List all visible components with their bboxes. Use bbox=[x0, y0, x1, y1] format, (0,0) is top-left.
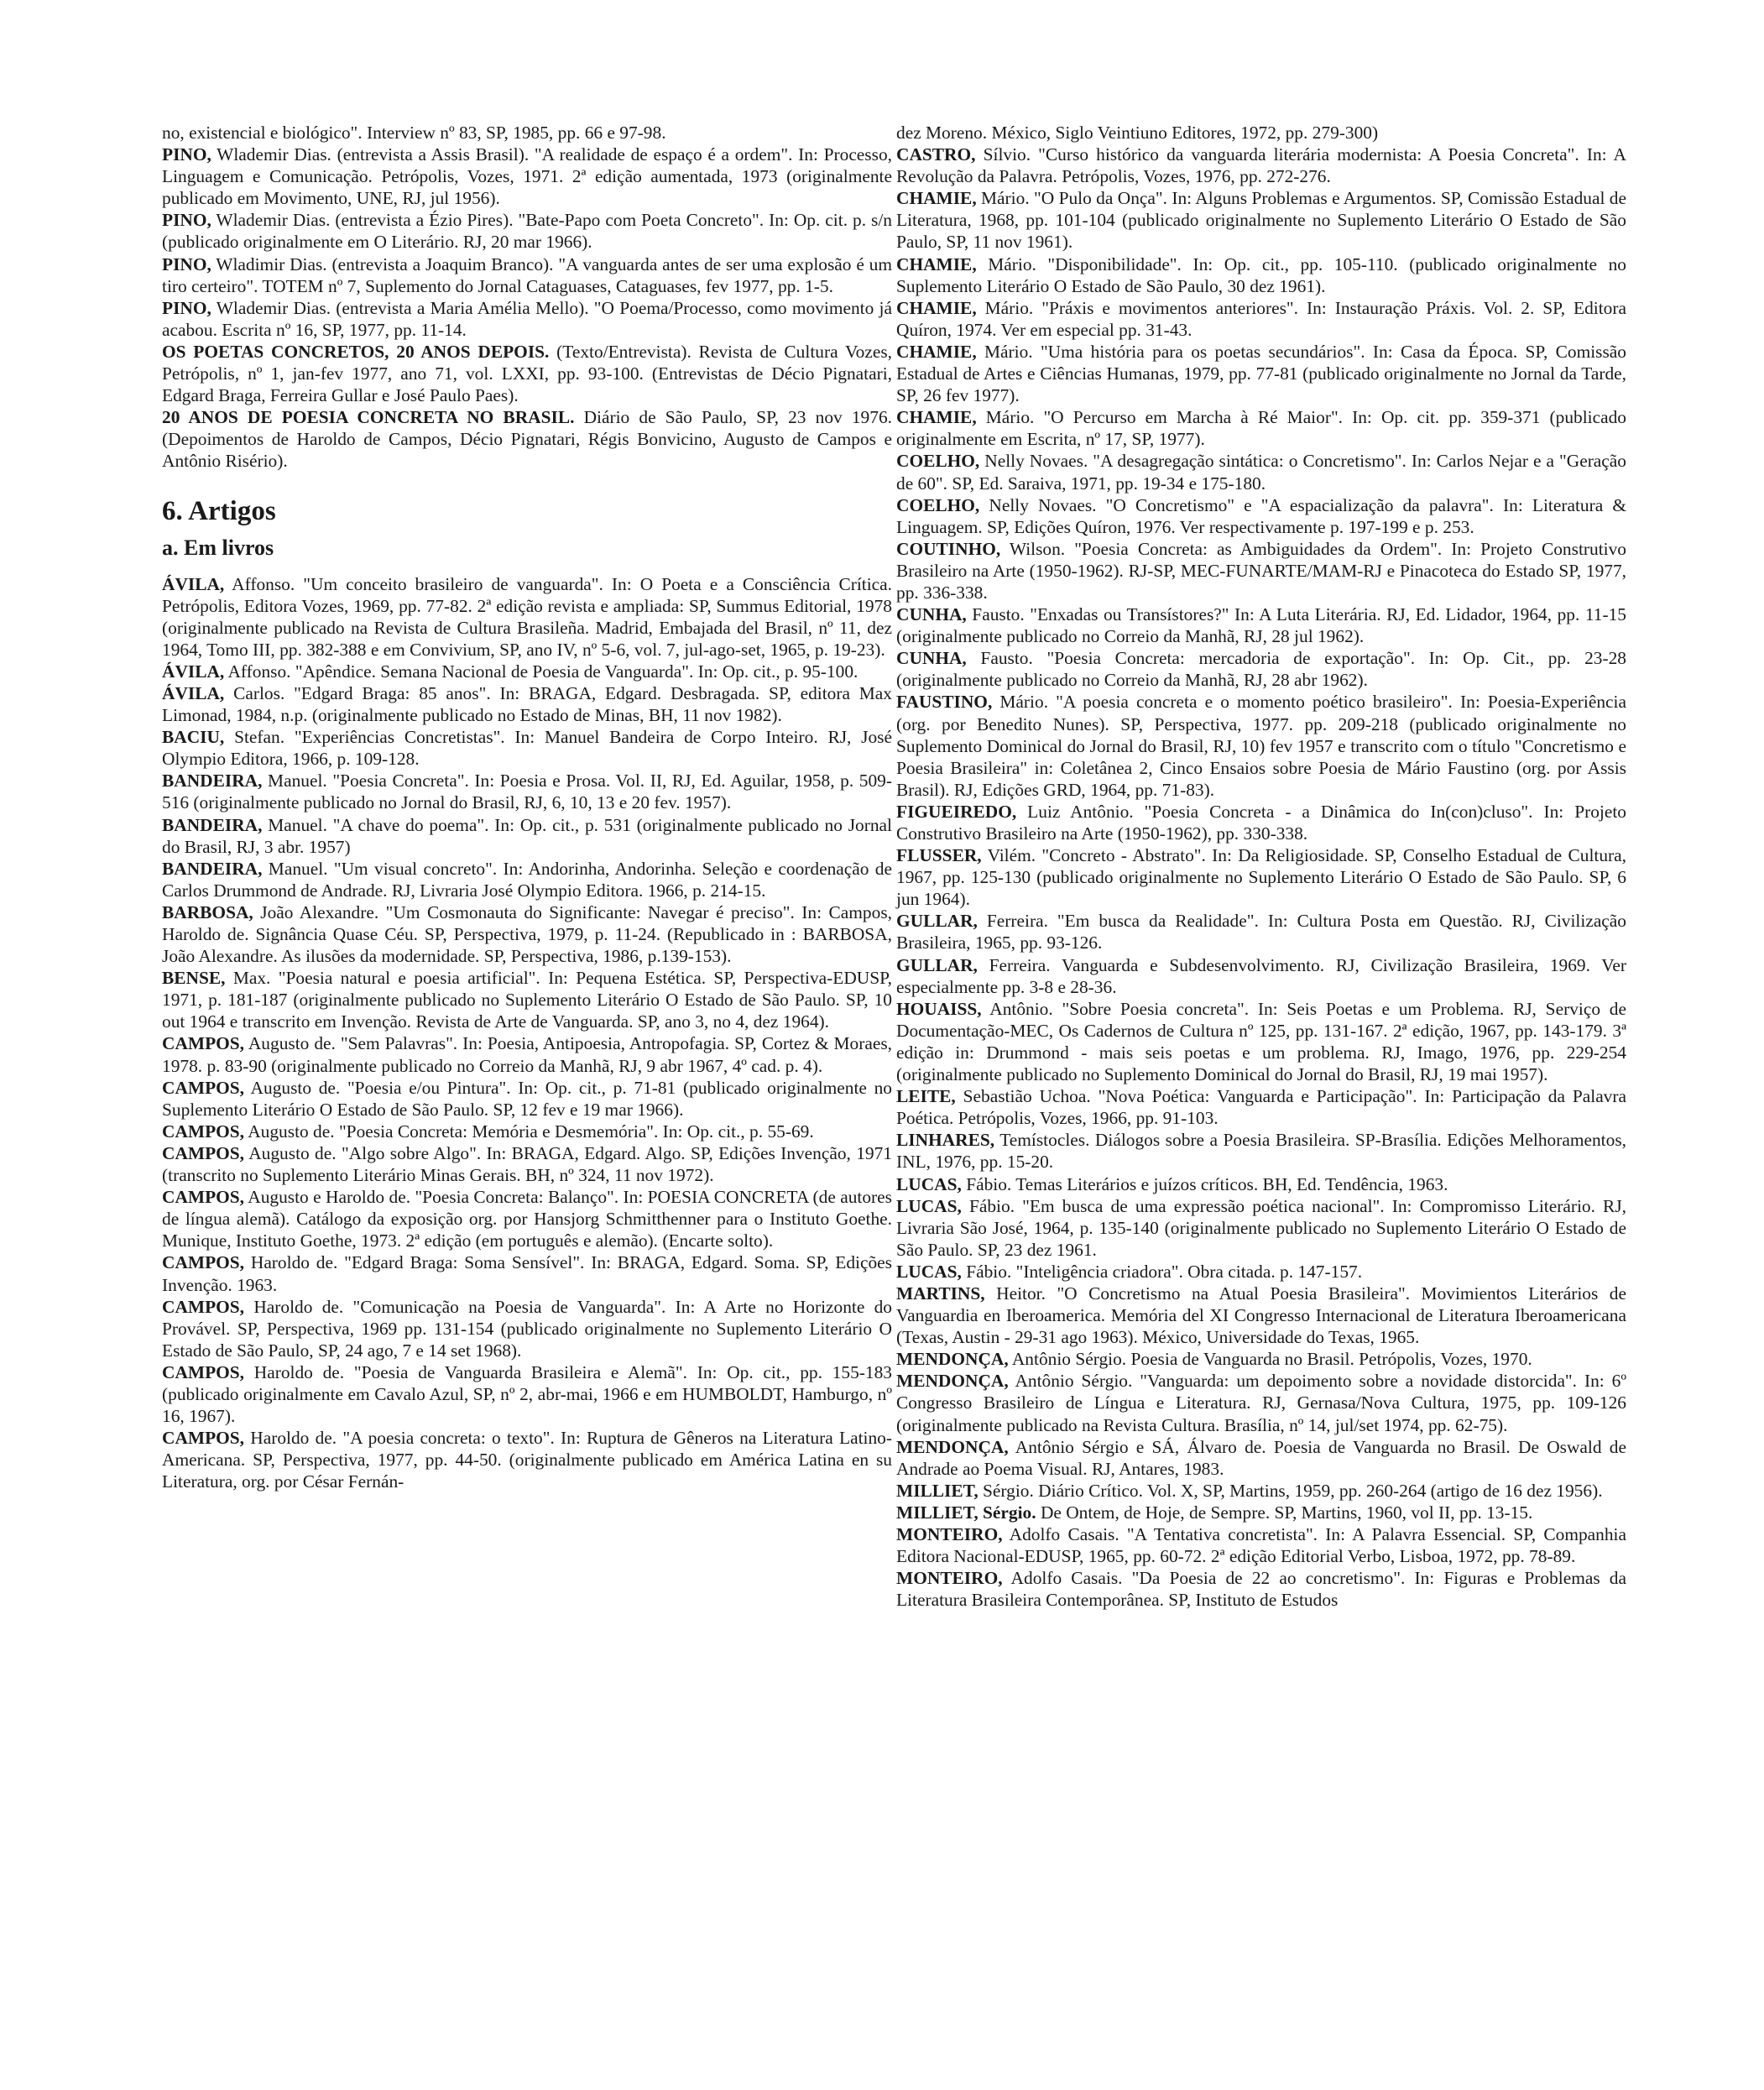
bibliography-entry bbox=[162, 406, 892, 472]
entry-text: Augusto de. "Poesia e/ou Pintura". In: Op. cit., p. 71-81 (publicado originalmente no Suplemento Literário O Estado de São Paulo. SP, 12 fev e 19 mar 1966). bbox=[162, 1077, 892, 1120]
entry-author: CHAMIE, bbox=[896, 407, 977, 428]
entry-text: Vilém. "Concreto - Abstrato". In: Da Religiosidade. SP, Conselho Estadual de Cultura, 1967, pp. 125-130 (publicado originalmente no Suplemento Literário O Estado de São Paulo. SP, 6 jun 1964). bbox=[896, 845, 1626, 910]
entry-author: PINO, bbox=[162, 210, 211, 231]
entry-text: Wlademir Dias. (entrevista a Maria Amélia Mello). "O Poema/Processo, como movimento já acabou. Escrita nº 16, SP, 1977, pp. 11-14. bbox=[162, 297, 892, 340]
bibliography-entry bbox=[896, 538, 1626, 603]
entry-author: FIGUEIREDO, bbox=[896, 801, 1017, 822]
bibliography-entry bbox=[162, 858, 892, 901]
bibliography-entry bbox=[896, 1129, 1626, 1173]
bibliography-entry bbox=[896, 297, 1626, 341]
entry-text: Sílvio. "Curso histórico da vanguarda literária modernista: A Poesia Concreta". In: A Revolução da Palavra. Petrópolis, Vozes, 1976, pp. 272-276. bbox=[896, 144, 1626, 187]
entry-author: ÁVILA, bbox=[162, 661, 225, 682]
entry-text: Manuel. "Poesia Concreta". In: Poesia e Prosa. Vol. II, RJ, Ed. Aguilar, 1958, p. 509-516 (originalmente publicado no Jornal do Brasil, RJ, 6, 10, 13 e 20 fev. 1957). bbox=[162, 771, 892, 813]
bibliography-entry bbox=[896, 801, 1626, 844]
entry-text: Mário. "Práxis e movimentos anteriores". In: Instauração Práxis. Vol. 2. SP, Editora Quíron, 1974. Ver em especial pp. 31-43. bbox=[896, 297, 1626, 340]
entry-author: COELHO, bbox=[896, 451, 980, 472]
entry-text: Sérgio. Diário Crítico. Vol. X, SP, Martins, 1959, pp. 260-264 (artigo de 16 dez 1956). bbox=[978, 1480, 1603, 1501]
entry-text: dez Moreno. México, Siglo Veintiuno Editores, 1972, pp. 279-300) bbox=[896, 123, 1379, 143]
bibliography-entry bbox=[896, 406, 1626, 450]
entry-text: Wilson. "Poesia Concreta: as Ambiguidades da Ordem". In: Projeto Construtivo Brasileiro na Arte (1950-1962). RJ-SP, MEC-FUNARTE/MAM-RJ e Pinacoteca do Estado SP, 1977, pp. 336-338. bbox=[896, 538, 1626, 603]
bibliography-entry bbox=[162, 661, 892, 682]
entry-text: Manuel. "Um visual concreto". In: Andorinha, Andorinha. Seleção e coordenação de Carlos Drummond de Andrade. RJ, Livraria José Olympio Editora. 1966, p. 214-15. bbox=[162, 858, 892, 901]
entry-text: Nelly Novaes. "A desagregação sintática: o Concretismo". In: Carlos Nejar e a "Geração de 60". SP, Ed. Saraiva, 1971, pp. 19-34 e 175-180. bbox=[896, 451, 1626, 494]
bibliography-entry bbox=[896, 910, 1626, 954]
entry-author: 20 ANOS DE POESIA CONCRETA NO BRASIL. bbox=[162, 407, 575, 428]
bibliography-entry bbox=[162, 144, 892, 209]
bibliography-entry bbox=[162, 209, 892, 253]
bibliography-entry bbox=[162, 1427, 892, 1492]
entry-text: Max. "Poesia natural e poesia artificial". In: Pequena Estética. SP, Perspectiva-EDUSP, 1971, p. 181-187 (originalmente publicado no Suplemento Literário O Estado de São Paulo. SP, 10 out 1964 e transcrito em Invenção. Revista de Arte de Vanguarda. SP, ano 3, no 4, dez 1964). bbox=[162, 968, 892, 1032]
entries-top bbox=[162, 122, 892, 473]
entry-text: Wlademir Dias. (entrevista a Assis Brasil). "A realidade de espaço é a ordem". In: Processo, Linguagem e Comunicação. Petrópolis, Vozes, 1971. 2ª edição aumentada, 1973 (originalmente publicado em Movimento, UNE, RJ, jul 1956). bbox=[162, 144, 892, 209]
entry-author: ÁVILA, bbox=[162, 682, 225, 703]
entry-text: Haroldo de. "Poesia de Vanguarda Brasileira e Alemã". In: Op. cit., pp. 155-183 (publicado originalmente em Cavalo Azul, SP, nº 2, abr-mai, 1966 e em HUMBOLDT, Hamburgo, nº 16, 1967). bbox=[162, 1361, 892, 1427]
entry-text: Ferreira. "Em busca da Realidade". In: Cultura Posta em Questão. RJ, Civilização Brasileira, 1965, pp. 93-126. bbox=[896, 911, 1626, 954]
entry-text: (Texto/Entrevista). Revista de Cultura Vozes, Petrópolis, nº 1, jan-fev 1977, ano 71, vol. LXXI, pp. 93-100. (Entrevistas de Décio Pignatari, Edgard Braga, Ferreira Gullar e José Paulo Paes). bbox=[162, 341, 892, 406]
entry-author: MONTEIRO, bbox=[896, 1568, 1003, 1589]
entry-text: Fábio. "Em busca de uma expressão poética nacional". In: Compromisso Literário. RJ, Livraria São José, 1964, p. 135-140 (originalmente publicado no Suplemento Literário O Estado de São Paulo. SP, 23 dez 1961. bbox=[896, 1195, 1626, 1260]
entry-text: Nelly Novaes. "O Concretismo" e "A espacialização da palavra". In: Literatura & Linguagem. SP, Edições Quíron, 1976. Ver respectivamente p. 197-199 e p. 253. bbox=[896, 494, 1626, 537]
entry-author: LUCAS, bbox=[896, 1195, 962, 1216]
entry-text: Antônio Sérgio e SÁ, Álvaro de. Poesia de Vanguarda no Brasil. De Oswald de Andrade ao Poema Visual. RJ, Antares, 1983. bbox=[896, 1436, 1626, 1479]
entry-author: COELHO, bbox=[896, 494, 980, 515]
entry-text: Fábio. Temas Literários e juízos críticos. BH, Ed. Tendência, 1963. bbox=[961, 1173, 1448, 1194]
entry-text: Mário. "Disponibilidade". In: Op. cit., pp. 105-110. (publicado originalmente no Suplemento Literário O Estado de São Paulo, 30 dez 1961). bbox=[896, 253, 1626, 296]
entry-text: Augusto de. "Algo sobre Algo". In: BRAGA, Edgard. Algo. SP, Edições Invenção, 1971 (transcrito no Suplemento Literário Minas Gerais. BH, nº 324, 11 nov 1972). bbox=[162, 1142, 892, 1186]
bibliography-entry bbox=[162, 1032, 892, 1076]
entry-text: Wladimir Dias. (entrevista a Joaquim Branco). "A vanguarda antes de ser uma explosão é um tiro certeiro". TOTEM nº 7, Suplemento do Jornal Cataguases, Cataguases, fev 1977, pp. 1-5. bbox=[162, 253, 892, 296]
bibliography-entry bbox=[162, 901, 892, 967]
bibliography-entry bbox=[162, 1121, 892, 1142]
entry-text: Adolfo Casais. "A Tentativa concretista". In: A Palavra Essencial. SP, Companhia Editora Nacional-EDUSP, 1965, pp. 60-72. 2ª edição Editorial Verbo, Lisboa, 1972, pp. 78-89. bbox=[896, 1524, 1626, 1567]
entry-text: Antônio Sérgio. Poesia de Vanguarda no Brasil. Petrópolis, Vozes, 1970. bbox=[1008, 1349, 1532, 1370]
bibliography-entry bbox=[896, 1370, 1626, 1435]
bibliography-entry bbox=[896, 1085, 1626, 1129]
entry-text: De Ontem, de Hoje, de Sempre. SP, Martins, 1960, vol II, pp. 13-15. bbox=[1036, 1502, 1533, 1523]
entry-author: MENDONÇA, bbox=[896, 1349, 1009, 1370]
entry-author: FAUSTINO, bbox=[896, 692, 993, 713]
bibliography-entry bbox=[162, 726, 892, 770]
entry-author: MENDONÇA, bbox=[896, 1371, 1009, 1392]
entry-author: CAMPOS, bbox=[162, 1296, 245, 1317]
entry-author: CAMPOS, bbox=[162, 1252, 245, 1273]
entry-author: CAMPOS, bbox=[162, 1187, 245, 1208]
entry-author: LEITE, bbox=[896, 1086, 956, 1107]
entry-text: Mário. "O Percurso em Marcha à Ré Maior". In: Op. cit. pp. 359-371 (publicado originalmente em Escrita, nº 17, SP, 1977). bbox=[896, 407, 1626, 450]
bibliography-entry bbox=[896, 1567, 1626, 1611]
entry-author: CAMPOS, bbox=[162, 1121, 245, 1142]
bibliography-entry bbox=[896, 1261, 1626, 1283]
bibliography-entry bbox=[896, 494, 1626, 538]
entry-text: Haroldo de. "A poesia concreta: o texto". In: Ruptura de Gêneros na Literatura Latino-Americana. SP, Perspectiva, 1977, pp. 44-50. (originalmente publicado em América Latina en su Literatura, org. por César Fernán- bbox=[162, 1428, 892, 1492]
entry-author: MILLIET, bbox=[896, 1480, 979, 1501]
bibliography-entry bbox=[896, 1480, 1626, 1502]
bibliography-entry bbox=[162, 967, 892, 1032]
entry-text: Antônio Sérgio. "Vanguarda: um depoimento sobre a novidade distorcida". In: 6º Congresso Brasileiro de Língua e Literatura. RJ, Gernasa/Nova Cultura, 1975, pp. 109-126 (originalmente publicado na Revista Cultura. Brasília, nº 14, jul/set 1974, pp. 62-75). bbox=[896, 1371, 1626, 1435]
right-column bbox=[896, 122, 1626, 1611]
entry-text: Luiz Antônio. "Poesia Concreta - a Dinâmica do In(con)cluso". In: Projeto Construtivo Brasileiro na Arte (1950-1962), pp. 330-338. bbox=[896, 801, 1626, 844]
entry-author: PINO, bbox=[162, 144, 211, 165]
bibliography-entry bbox=[896, 341, 1626, 406]
entry-author: LUCAS, bbox=[896, 1173, 962, 1194]
entry-author: CHAMIE, bbox=[896, 341, 977, 362]
entry-text: Heitor. "O Concretismo na Atual Poesia Brasileira". Movimientos Literários de Vanguardia en Iberoamerica. Memória del XI Congresso Internacional de Literatura Iberoamericana (Texas, Austin - 29-31 ago 1963). México, Universidade do Texas, 1965. bbox=[896, 1283, 1626, 1348]
subsection-title: a. Em livros bbox=[162, 535, 274, 560]
entry-author: BANDEIRA, bbox=[162, 858, 263, 879]
bibliography-entry bbox=[896, 1436, 1626, 1480]
bibliography-entry bbox=[162, 1077, 892, 1121]
entry-text: Haroldo de. "Comunicação na Poesia de Vanguarda". In: A Arte no Horizonte do Provável. SP, Perspectiva, 1969 pp. 131-154 (publicado originalmente no Suplemento Literário O Estado de São Paulo, SP, 24 ago, 7 e 14 set 1968). bbox=[162, 1296, 892, 1361]
bibliography-entry bbox=[896, 691, 1626, 800]
bibliography-entry bbox=[896, 603, 1626, 647]
entry-text: Fausto. "Enxadas ou Transístores?" In: A Luta Literária. RJ, Ed. Lidador, 1964, pp. 11-15 (originalmente publicado no Correio da Manhã, RJ, 28 jul 1962). bbox=[896, 604, 1626, 647]
entry-text: no, existencial e biológico". Interview nº 83, SP, 1985, pp. 66 e 97-98. bbox=[162, 123, 666, 143]
entry-author: FLUSSER, bbox=[896, 845, 982, 866]
entry-text: Sebastião Uchoa. "Nova Poética: Vanguarda e Participação". In: Participação da Palavra Poética. Petrópolis, Vozes, 1966, pp. 91-103. bbox=[896, 1086, 1626, 1129]
entry-author: OS POETAS CONCRETOS, 20 ANOS DEPOIS. bbox=[162, 341, 550, 362]
entry-text: João Alexandre. "Um Cosmonauta do Significante: Navegar é preciso". In: Campos, Haroldo de. Signância Quase Céu. SP, Perspectiva, 1979, p. 11-24. (Republicado in : BARBOSA, João Alexandre. As ilusões da modernidade. SP, Perspectiva, 1986, p.139-153). bbox=[162, 901, 892, 967]
bibliography-entry bbox=[162, 1361, 892, 1427]
entry-text: Fausto. "Poesia Concreta: mercadoria de exportação". In: Op. Cit., pp. 23-28 (originalmente publicado no Correio da Manhã, RJ, 28 abr 1962). bbox=[896, 648, 1626, 691]
entry-text: Mário. "A poesia concreta e o momento poético brasileiro". In: Poesia-Experiência (org. por Benedito Nunes). SP, Perspectiva, 1977. pp. 209-218 (publicado originalmente no Suplemento Dominical do Jornal do Brasil, RJ, 10) fev 1957 e transcrito com o título "Concretismo e Poesia Brasileira" in: Coletânea 2, Cinco Ensaios sobre Poesia de Mário Faustino (org. por Assis Brasil). RJ, Edições GRD, 1964, pp. 71-83). bbox=[896, 692, 1626, 800]
bibliography-entry bbox=[896, 647, 1626, 691]
entry-author: BACIU, bbox=[162, 727, 225, 748]
entry-text: Wlademir Dias. (entrevista a Ézio Pires). "Bate-Papo com Poeta Concreto". In: Op. cit. p. s/n (publicado originalmente em O Literário. RJ, 20 mar 1966). bbox=[162, 210, 892, 253]
entry-author: BANDEIRA, bbox=[162, 771, 263, 792]
bibliography-entry bbox=[162, 297, 892, 341]
entry-author: GULLAR, bbox=[896, 911, 978, 932]
entry-author: CAMPOS, bbox=[162, 1077, 245, 1098]
bibliography-entry bbox=[896, 1502, 1626, 1523]
bibliography-entry bbox=[162, 341, 892, 406]
entry-text: Augusto e Haroldo de. "Poesia Concreta: Balanço". In: POESIA CONCRETA (de autores de língua alemã). Catálogo da exposição org. por Hansjorg Schmitthenner para o Instituto Goethe. Munique, Instituto Goethe, 1973. 2ª edição (em português e alemão). (Encarte solto). bbox=[162, 1187, 892, 1251]
entry-text: Antônio. "Sobre Poesia concreta". In: Seis Poetas e um Problema. RJ, Serviço de Documentação-MEC, Os Cadernos de Cultura nº 125, pp. 131-167. 2ª edição, 1967, pp. 143-179. 3ª edição in: Drummond - mais seis poetas e um problema. RJ, Imago, 1976, pp. 229-254 (originalmente publicado no Suplemento Dominical do Jornal do Brasil, RJ, 19 mai 1957). bbox=[896, 998, 1626, 1085]
entry-author: CASTRO, bbox=[896, 144, 976, 165]
entry-text: Augusto de. "Sem Palavras". In: Poesia, Antipoesia, Antropofagia. SP, Cortez & Moraes, 1978. p. 83-90 (originalmente publicado no Correio da Manhã, RJ, 9 abr 1967, 4º cad. p. 4). bbox=[162, 1033, 892, 1076]
entry-text: Fábio. "Inteligência criadora". Obra citada. p. 147-157. bbox=[961, 1261, 1363, 1282]
entry-author: CAMPOS, bbox=[162, 1033, 245, 1054]
entry-author: CUNHA, bbox=[896, 604, 967, 625]
bibliography-entry bbox=[896, 1195, 1626, 1261]
entry-author: BARBOSA, bbox=[162, 901, 253, 922]
entry-author: PINO, bbox=[162, 297, 211, 318]
entry-author: COUTINHO, bbox=[896, 538, 1001, 559]
entry-author: HOUAISS, bbox=[896, 998, 982, 1019]
bibliography-entry bbox=[162, 1251, 892, 1295]
entry-text: Mário. "O Pulo da Onça". In: Alguns Problemas e Argumentos. SP, Comissão Estadual de Literatura, 1968, pp. 101-104 (publicado originalmente no Suplemento Literário O Estado de São Paulo, SP, 11 nov 1961). bbox=[896, 188, 1626, 253]
bibliography-entry bbox=[896, 1173, 1626, 1195]
entry-author: MONTEIRO, bbox=[896, 1524, 1003, 1544]
entry-text: Ferreira. Vanguarda e Subdesenvolvimento. RJ, Civilização Brasileira, 1969. Ver especialmente pp. 3-8 e 28-36. bbox=[896, 954, 1626, 997]
bibliography-entry bbox=[896, 844, 1626, 910]
entry-author: CHAMIE, bbox=[896, 253, 977, 274]
entries-bottom bbox=[162, 573, 892, 1493]
bibliography-entry bbox=[162, 1296, 892, 1361]
bibliography-entry bbox=[162, 814, 892, 858]
entry-author: MILLIET, Sérgio. bbox=[896, 1502, 1036, 1523]
entry-author: LUCAS, bbox=[896, 1261, 962, 1282]
bibliography-entry bbox=[162, 1142, 892, 1186]
entry-author: ÁVILA, bbox=[162, 573, 225, 594]
entry-author: CHAMIE, bbox=[896, 188, 977, 209]
entry-author: MARTINS, bbox=[896, 1283, 985, 1304]
bibliography-entry bbox=[896, 187, 1626, 253]
entry-author: LINHARES, bbox=[896, 1130, 995, 1151]
bibliography-entry bbox=[162, 122, 892, 144]
entry-text: Haroldo de. "Edgard Braga: Soma Sensível". In: BRAGA, Edgard. Soma. SP, Edições Invenção. 1963. bbox=[162, 1252, 892, 1295]
entry-author: BANDEIRA, bbox=[162, 814, 263, 835]
bibliography-entry bbox=[896, 253, 1626, 297]
bibliography-entry bbox=[162, 573, 892, 661]
entry-text: Adolfo Casais. "Da Poesia de 22 ao concretismo". In: Figuras e Problemas da Literatura Brasileira Contemporânea. SP, Instituto de Estudos bbox=[896, 1568, 1626, 1611]
section-title: 6. Artigos bbox=[162, 495, 276, 526]
entry-text: Augusto de. "Poesia Concreta: Memória e Desmemória". In: Op. cit., p. 55-69. bbox=[244, 1121, 814, 1142]
bibliography-entry bbox=[896, 450, 1626, 494]
bibliography-entry bbox=[896, 954, 1626, 998]
bibliography-entry bbox=[896, 122, 1626, 144]
entry-author: GULLAR, bbox=[896, 954, 978, 975]
bibliography-entry bbox=[162, 1186, 892, 1251]
entry-author: CUNHA, bbox=[896, 648, 967, 669]
bibliography-entry bbox=[896, 1283, 1626, 1348]
entry-author: CAMPOS, bbox=[162, 1361, 245, 1382]
entry-author: MENDONÇA, bbox=[896, 1436, 1009, 1457]
entry-author: CHAMIE, bbox=[896, 297, 977, 318]
bibliography-entry bbox=[162, 770, 892, 813]
entries-right bbox=[896, 122, 1626, 1611]
entry-text: Temístocles. Diálogos sobre a Poesia Brasileira. SP-Brasília. Edições Melhoramentos, INL, 1976, pp. 15-20. bbox=[896, 1130, 1626, 1173]
bibliography-entry bbox=[896, 998, 1626, 1085]
entry-text: Affonso. "Apêndice. Semana Nacional de Poesia de Vanguarda". In: Op. cit., p. 95-100. bbox=[224, 661, 859, 682]
bibliography-entry bbox=[896, 1523, 1626, 1567]
entry-author: BENSE, bbox=[162, 968, 226, 989]
entry-author: CAMPOS, bbox=[162, 1428, 245, 1449]
bibliography-entry bbox=[162, 253, 892, 297]
bibliography-entry bbox=[896, 144, 1626, 187]
entry-author: CAMPOS, bbox=[162, 1142, 245, 1163]
bibliography-entry bbox=[162, 682, 892, 726]
entry-text: Manuel. "A chave do poema". In: Op. cit., p. 531 (originalmente publicado no Jornal do Brasil, RJ, 3 abr. 1957) bbox=[162, 814, 892, 857]
left-column bbox=[162, 122, 892, 1492]
entry-text: Carlos. "Edgard Braga: 85 anos". In: BRAGA, Edgard. Desbragada. SP, editora Max Limonad, 1984, n.p. (originalmente publicado no Estado de Minas, BH, 11 nov 1982). bbox=[162, 682, 892, 726]
entry-text: Mário. "Uma história para os poetas secundários". In: Casa da Época. SP, Comissão Estadual de Artes e Ciências Humanas, 1979, pp. 77-81 (publicado originalmente no Jornal da Tarde, SP, 26 fev 1977). bbox=[896, 341, 1626, 406]
bibliography-entry bbox=[896, 1348, 1626, 1370]
entry-text: Diário de São Paulo, SP, 23 nov 1976. (Depoimentos de Haroldo de Campos, Décio Pignatari, Régis Bonvicino, Augusto de Campos e Antônio Risério). bbox=[162, 407, 892, 472]
entry-text: Affonso. "Um conceito brasileiro de vanguarda". In: O Poeta e a Consciência Crítica. Petrópolis, Editora Vozes, 1969, pp. 77-82. 2ª edição revista e ampliada: SP, Summus Editorial, 1978 (originalmente publicado na Revista de Cultura Brasileña. Madrid, Embajada del Brasil, nº 11, dez 1964, Tomo III, pp. 382-388 e em Convivium, SP, ano IV, nº 5-6, vol. 7, jul-ago-set, 1965, p. 19-23). bbox=[162, 573, 892, 660]
entry-author: PINO, bbox=[162, 253, 211, 274]
entry-text: Stefan. "Experiências Concretistas". In: Manuel Bandeira de Corpo Inteiro. RJ, José Olympio Editora, 1966, p. 109-128. bbox=[162, 727, 892, 770]
